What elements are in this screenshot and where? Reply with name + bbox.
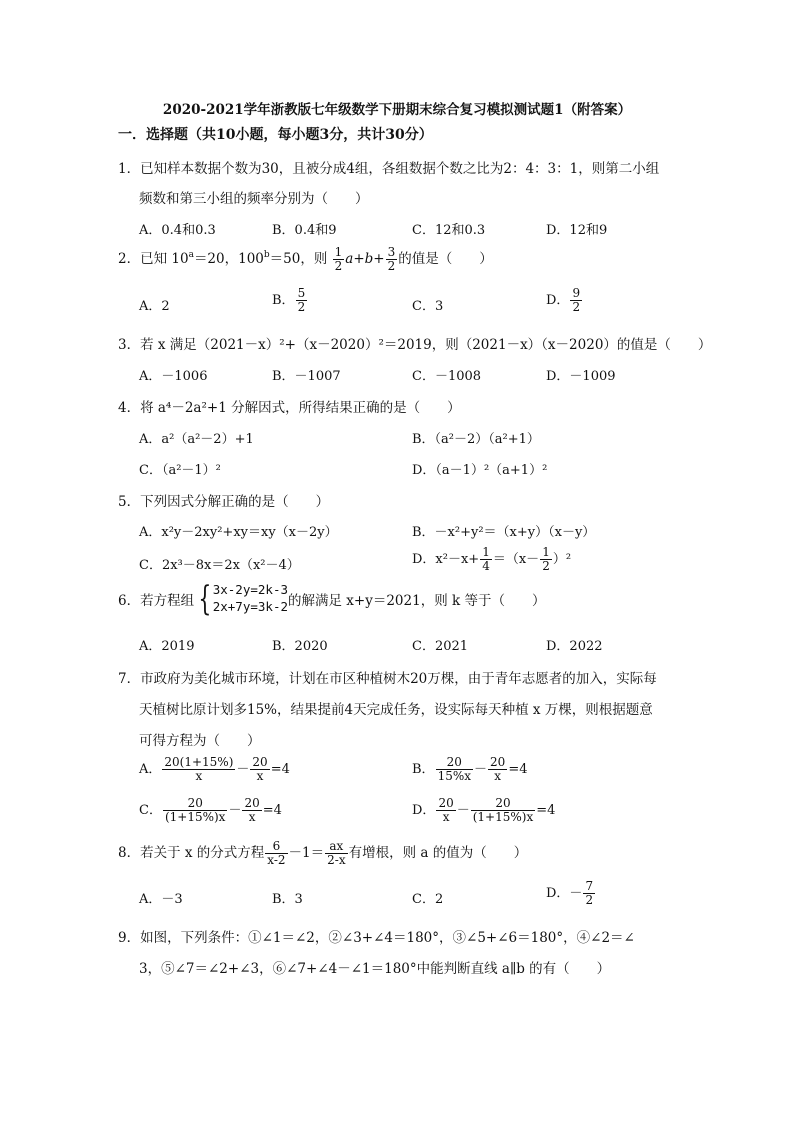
- q8-option-b: B．3: [272, 892, 303, 907]
- q7-option-a: A． $\frac{20(1+15\%)}{x}$ － $\frac{20}{x}$ =4: [139, 755, 290, 784]
- q1-option-b: B．0.4和9: [272, 223, 337, 238]
- q6-option-b: B．2020: [272, 639, 328, 654]
- q2-option-a: A．2: [139, 299, 170, 314]
- q5-option-d: D．x²－x+ $\frac{1}{4}$ ＝（x－ $\frac{1}{2}$ ）²: [412, 545, 572, 574]
- page-title: 2020-2021学年浙教版七年级数学下册期末综合复习模拟测试题1（附答案）: [162, 102, 632, 118]
- q2-frac-1: $\frac{1}{2}$: [334, 245, 343, 274]
- q6-option-c: C．2021: [412, 639, 469, 654]
- q8-stem: 8．若关于 x 的分式方程 $\frac{6}{x-2}$ －1＝ $\frac{ax}{2-x}$ 有增根，则 a 的值为（ ）: [118, 839, 528, 868]
- q8-option-d: D．－ $\frac{7}{2}$: [546, 879, 594, 908]
- q8-option-c: C．2: [412, 892, 444, 907]
- q6-option-a: A．2019: [139, 639, 195, 654]
- q7-option-c: C． $\frac{20}{(1+15\%)x}$ － $\frac{20}{x}$ =4: [139, 796, 282, 825]
- q6-stem: 6．若方程组 { 3x-2y=2k-3 2x+7y=3k-2 的解满足 x+y＝2021，则 k 等于（ ）: [118, 579, 546, 619]
- q1-option-d: D．12和9: [546, 223, 608, 238]
- q4-stem: 4．将 a⁴－2a²+1 分解因式，所得结果正确的是（ ）: [118, 400, 461, 416]
- q6-option-d: D．2022: [546, 639, 603, 654]
- q3-option-d: D．－1009: [546, 369, 616, 384]
- q5-stem: 5．下列因式分解正确的是（ ）: [118, 494, 330, 510]
- q9-line2: 3，⑤∠7＝∠2+∠3，⑥∠7+∠4－∠1＝180°中能判断直线 a∥b 的有（ ）: [139, 961, 611, 977]
- q5-option-a: A．x²y－2xy²+xy＝xy（x－2y）: [139, 525, 338, 540]
- q1-option-a: A．0.4和0.3: [139, 223, 216, 238]
- q2-frac-2: $\frac{3}{2}$: [387, 245, 396, 274]
- q2-option-d: D． $\frac{9}{2}$: [546, 286, 581, 315]
- q2-exp-a: a: [188, 250, 194, 261]
- brace-icon: {: [198, 579, 212, 619]
- q5-option-c: C．2x³－8x＝2x（x²－4）: [139, 558, 300, 573]
- q2-option-c: C．3: [412, 299, 444, 314]
- q7-line1: 7．市政府为美化城市环境，计划在市区种植树木20万棵，由于青年志愿者的加入，实际每: [118, 671, 657, 687]
- q4-option-c: C．（a²－1）²: [139, 463, 221, 478]
- q4-option-b: B．（a²－2）（a²+1）: [412, 432, 540, 447]
- q7-line2: 天植树比原计划多15%，结果提前4天完成任务，设实际每天种植 x 万棵，则根据题意: [139, 702, 653, 718]
- q3-option-b: B．－1007: [272, 369, 341, 384]
- q2-exp-b: b: [263, 250, 270, 261]
- q2-option-b: B． $\frac{5}{2}$: [272, 286, 306, 315]
- q9-line1: 9．如图，下列条件：①∠1＝∠2，②∠3+∠4＝180°，③∠5+∠6＝180°，④∠2＝∠: [118, 930, 635, 946]
- q7-option-b: B． $\frac{20}{15\%x}$ － $\frac{20}{x}$ =4: [412, 755, 528, 784]
- q2-stem: 2．已知 $10^a=20$，$100^b=50$，则 $\frac{1}{2}$ a+b+ $\frac{3}{2}$ 的值是（ ）: [118, 245, 493, 274]
- q4-option-a: A．a²（a²－2）+1: [139, 432, 254, 447]
- section-heading: 一．选择题（共10小题，每小题3分，共计30分）: [118, 127, 433, 143]
- q3-stem: 3．若 x 满足（2021－x）²+（x－2020）²＝2019，则（2021－x）（x－2020）的值是（ ）: [118, 337, 712, 353]
- q4-option-d: D．（a－1）²（a+1）²: [412, 463, 548, 478]
- q1-option-c: C．12和0.3: [412, 223, 486, 238]
- q1-line1: 1．已知样本数据个数为30，且被分成4组，各组数据个数之比为2：4：3：1，则第二小组: [118, 161, 660, 177]
- q1-line2: 频数和第三小组的频率分别为（ ）: [139, 191, 369, 207]
- q7-line3: 可得方程为（ ）: [139, 733, 261, 749]
- q3-option-c: C．－1008: [412, 369, 482, 384]
- q7-option-d: D． $\frac{20}{x}$ － $\frac{20}{(1+15\%)x}$ =4: [412, 796, 556, 825]
- q5-option-b: B．－x²+y²＝（x+y）（x－y）: [412, 525, 596, 540]
- equation-system: 3x-2y=2k-3 2x+7y=3k-2: [212, 582, 288, 614]
- q3-option-a: A．－1006: [139, 369, 208, 384]
- q8-option-a: A．－3: [139, 892, 183, 907]
